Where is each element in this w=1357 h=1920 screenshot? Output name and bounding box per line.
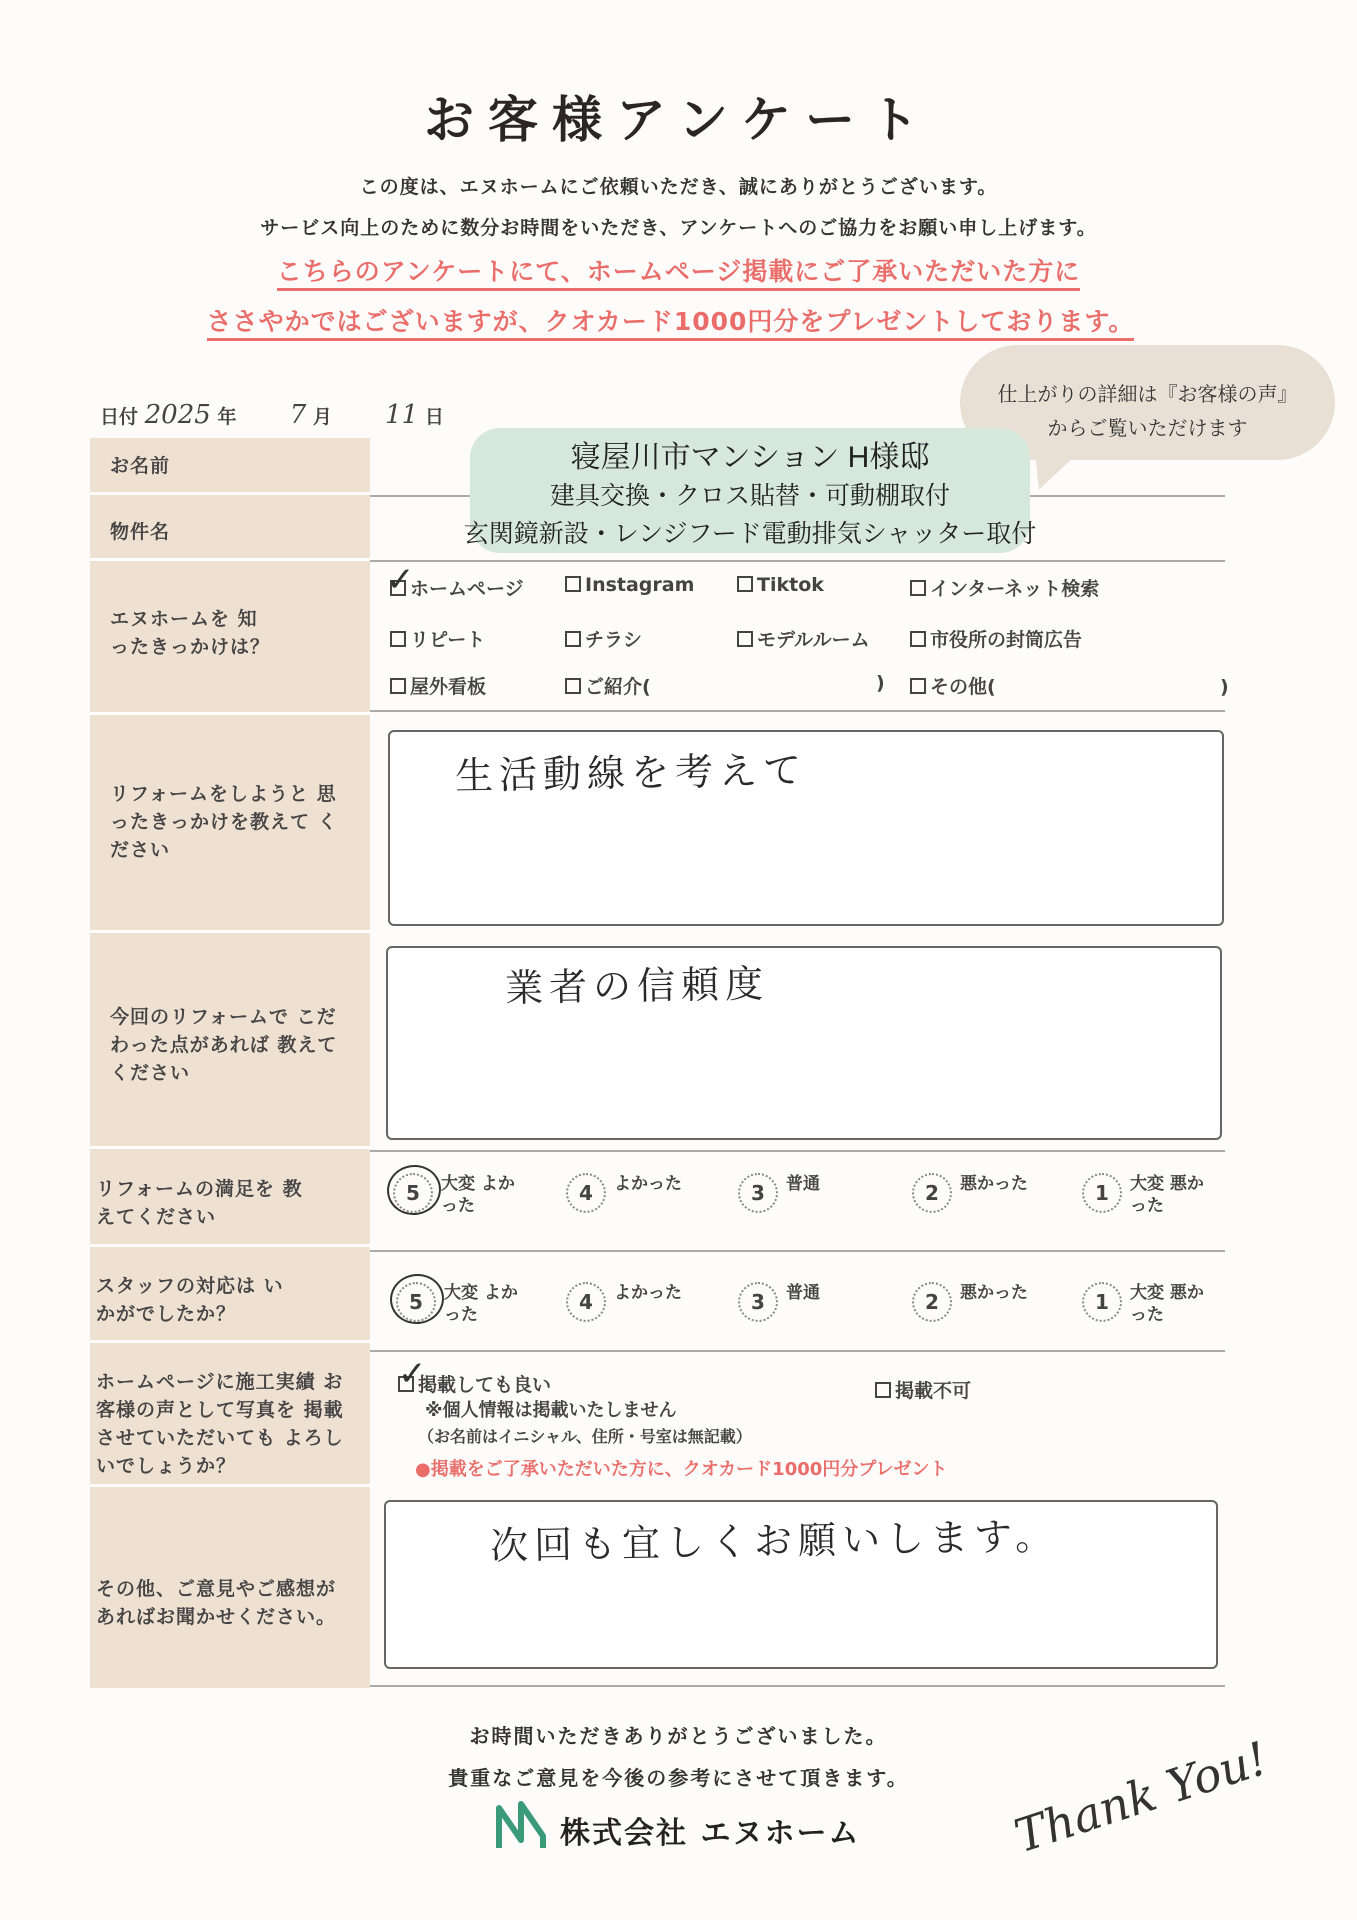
intro-line-1: この度は、エヌホームにご依頼いただき、誠にありがとうございます。 bbox=[359, 176, 998, 198]
option-tiktok[interactable]: Tiktok bbox=[737, 574, 824, 596]
label-name: お名前 bbox=[110, 455, 171, 477]
date-month: 7 bbox=[289, 400, 307, 430]
footer-line-2: 貴重なご意見を今後の参考にさせて頂きます。 bbox=[448, 1766, 909, 1790]
row-line bbox=[370, 560, 1225, 562]
label-focus: 今回のリフォームで こだわった点があれば 教えてください bbox=[110, 1006, 338, 1084]
label-publish: ホームページに施工実績 お客様の声として写真を 掲載させていただいても よろしいでしょうか？ bbox=[96, 1371, 344, 1477]
rating-number-4: 4 bbox=[566, 1282, 606, 1322]
option-city-envelope-ad[interactable]: 市役所の封筒広告 bbox=[910, 625, 1082, 652]
checkbox[interactable] bbox=[737, 631, 753, 647]
option-publish-ok[interactable]: 掲載しても良い bbox=[398, 1370, 551, 1397]
date-label: 日付 bbox=[100, 406, 139, 428]
company-name: 株式会社 エヌホーム bbox=[560, 1816, 861, 1851]
option-publish-no[interactable]: 掲載不可 bbox=[875, 1376, 971, 1403]
rating-number-5: 5 bbox=[396, 1282, 436, 1322]
label-separator bbox=[90, 492, 370, 495]
rating-number-1: 1 bbox=[1082, 1282, 1122, 1322]
label-property: 物件名 bbox=[110, 521, 171, 543]
label-separator bbox=[90, 1484, 370, 1487]
label-separator bbox=[90, 1146, 370, 1149]
label-other: その他、ご意見やご感想が あればお聞かせください。 bbox=[96, 1578, 337, 1628]
intro-line-2: サービス向上のために数分お時間をいただき、アンケートへのご協力をお願い申し上げます。 bbox=[260, 217, 1097, 239]
promo-line-1: こちらのアンケートにて、ホームページ掲載にご了承いただいた方に bbox=[0, 252, 1357, 288]
date-day: 11 bbox=[385, 400, 419, 430]
rating-number-3: 3 bbox=[738, 1173, 778, 1213]
check-mark-icon: ✓ bbox=[398, 1354, 427, 1394]
label-separator bbox=[90, 1340, 370, 1343]
banner-line-3: 玄関鏡新設・レンジフード電動排気シャッター取付 bbox=[463, 520, 1037, 548]
checkbox[interactable] bbox=[875, 1382, 891, 1398]
banner-line-2: 建具交換・クロス貼替・可動棚取付 bbox=[549, 482, 950, 510]
reason-answer: 生活動線を考えて bbox=[454, 747, 808, 799]
publish-note-2: （お名前はイニシャル、住所・号室は無記載） bbox=[418, 1427, 752, 1446]
checkbox[interactable] bbox=[565, 576, 581, 592]
date-year-unit: 年 bbox=[217, 406, 237, 428]
publish-present-note: ●掲載をご了承いただいた方に、クオカード1000円分プレゼント bbox=[415, 1459, 948, 1480]
label-reason: リフォームをしようと 思ったきっかけを教えて ください bbox=[110, 783, 338, 861]
other-close-paren: ) bbox=[1220, 676, 1229, 698]
checkbox[interactable] bbox=[565, 631, 581, 647]
company-logo-icon bbox=[495, 1800, 547, 1852]
referral-close-paren: ) bbox=[876, 672, 885, 694]
option-instagram[interactable]: Instagram bbox=[565, 574, 694, 596]
option-flyer[interactable]: チラシ bbox=[565, 625, 642, 652]
checkbox[interactable] bbox=[390, 631, 406, 647]
label-staff: スタッフの対応は いかがでしたか？ bbox=[96, 1275, 284, 1325]
selected-circle-icon bbox=[387, 1270, 447, 1327]
checkbox[interactable] bbox=[565, 678, 581, 694]
row-line bbox=[370, 1350, 1225, 1352]
date-day-unit: 日 bbox=[424, 406, 444, 428]
focus-answer: 業者の信頼度 bbox=[504, 961, 770, 1011]
banner-title: 寝屋川市マンション H様邸 bbox=[570, 441, 930, 474]
checkbox[interactable] bbox=[910, 631, 926, 647]
checkbox[interactable] bbox=[737, 576, 753, 592]
date-month-unit: 月 bbox=[312, 406, 332, 428]
label-source: エヌホームを 知ったきっかけは？ bbox=[110, 608, 271, 658]
thank-you-script: Thank You! bbox=[1008, 1730, 1274, 1864]
rating-number-2: 2 bbox=[912, 1173, 952, 1213]
rating-number-1: 1 bbox=[1082, 1173, 1122, 1213]
row-line bbox=[370, 1250, 1225, 1252]
row-line bbox=[370, 710, 1225, 712]
row-line bbox=[370, 1685, 1225, 1687]
footer-line-1: お時間いただきありがとうございました。 bbox=[469, 1724, 888, 1748]
selected-circle-icon bbox=[384, 1161, 444, 1218]
label-separator bbox=[90, 712, 370, 715]
option-internet-search[interactable]: インターネット検索 bbox=[910, 574, 1099, 601]
checkbox[interactable] bbox=[910, 678, 926, 694]
label-satisfaction: リフォームの満足を 教えてください bbox=[96, 1178, 303, 1228]
option-referral[interactable]: ご紹介( bbox=[565, 672, 651, 699]
option-homepage[interactable]: ホームページ bbox=[390, 574, 524, 601]
publish-note-1: ※個人情報は掲載いたしません bbox=[425, 1400, 677, 1421]
check-mark-icon: ✓ bbox=[386, 560, 415, 600]
row-line bbox=[370, 1150, 1225, 1152]
rating-number-4: 4 bbox=[566, 1173, 606, 1213]
date-year: 2025 bbox=[144, 400, 211, 430]
other-answer: 次回も宜しくお願いします。 bbox=[489, 1514, 1060, 1568]
promo-line-2: ささやかではございますが、クオカード1000円分をプレゼントしております。 bbox=[0, 302, 1349, 338]
checkbox[interactable] bbox=[390, 678, 406, 694]
rating-number-2: 2 bbox=[912, 1282, 952, 1322]
label-separator bbox=[90, 1244, 370, 1247]
checkbox[interactable] bbox=[910, 580, 926, 596]
label-separator bbox=[90, 558, 370, 561]
option-repeat[interactable]: リピート bbox=[390, 625, 485, 652]
page-title: お客様アンケート bbox=[424, 91, 933, 149]
rating-number-3: 3 bbox=[738, 1282, 778, 1322]
bubble-line-2: からご覧いただけます bbox=[1047, 418, 1248, 440]
option-other[interactable]: その他( bbox=[910, 672, 996, 699]
bubble-line-1: 仕上がりの詳細は『お客様の声』 bbox=[997, 384, 1298, 406]
option-outdoor-sign[interactable]: 屋外看板 bbox=[390, 672, 486, 699]
rating-number-5: 5 bbox=[393, 1173, 433, 1213]
label-separator bbox=[90, 930, 370, 933]
date-row bbox=[100, 400, 444, 430]
option-model-room[interactable]: モデルルーム bbox=[737, 625, 870, 652]
